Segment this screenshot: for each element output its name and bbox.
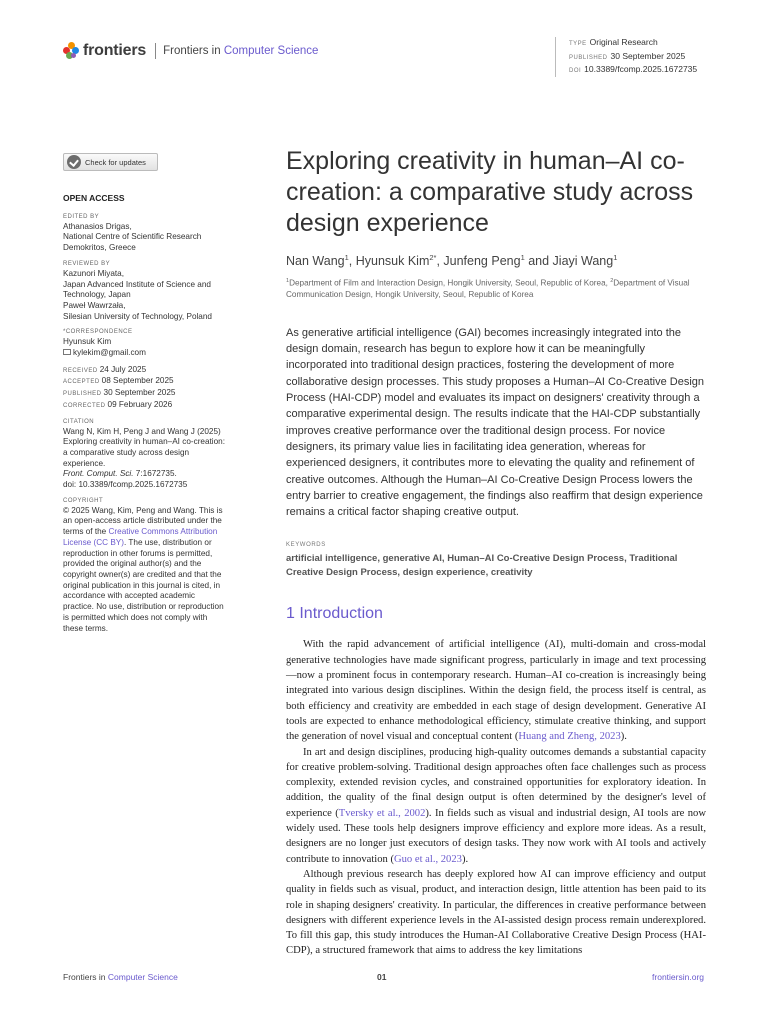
date-accepted-label: ACCEPTED xyxy=(63,379,100,386)
citation-block xyxy=(63,418,253,491)
citation-doi[interactable]: doi: 10.3389/fcomp.2025.1672735 xyxy=(63,480,188,490)
correspondence-block xyxy=(63,328,253,358)
author-name[interactable]: Jiayi Wang xyxy=(552,254,614,269)
body-text xyxy=(286,637,706,958)
check-for-updates-button[interactable] xyxy=(63,153,158,171)
footer-journal[interactable] xyxy=(63,972,178,982)
meta-type-label: TYPE xyxy=(569,41,587,47)
header-divider xyxy=(155,43,156,59)
editor-line: National Centre of Scientific Research xyxy=(63,232,202,242)
author-separator: , xyxy=(348,254,356,269)
page-number: 01 xyxy=(377,972,387,982)
date-corrected-label: CORRECTED xyxy=(63,402,106,409)
sidebar xyxy=(63,193,253,640)
date-published-label: PUBLISHED xyxy=(63,391,102,398)
copyright-line: provided the original author(s) and the xyxy=(63,559,202,569)
date-corrected-value: 09 February 2026 xyxy=(107,399,173,409)
frontiers-logo-icon xyxy=(63,42,79,60)
correspondence-email[interactable]: kylekim@gmail.com xyxy=(73,348,146,358)
author-name[interactable]: Junfeng Peng xyxy=(443,254,521,269)
author-list xyxy=(286,253,706,268)
footer-site-link[interactable]: frontiersin.org xyxy=(652,972,704,982)
date-corrected xyxy=(63,400,253,412)
reviewer-line: Japan Advanced Institute of Science and xyxy=(63,279,211,289)
citation-number: 7:1672735. xyxy=(133,469,177,479)
reviewed-by-block xyxy=(63,260,253,323)
body-paragraph xyxy=(286,745,706,867)
paragraph-text: ). xyxy=(461,853,469,865)
meta-published-value: 30 September 2025 xyxy=(610,50,686,61)
meta-type-value: Original Research xyxy=(589,37,658,47)
copyright-line: accordance with accepted academic xyxy=(63,591,195,601)
meta-doi-value[interactable]: 10.3389/fcomp.2025.1672735 xyxy=(584,64,698,74)
journal-prefix: Frontiers in xyxy=(163,45,221,57)
paragraph-text: ). In fields such as visual and industrial design, AI tools are now widely used. These tools help designers improve efficiency and explore more ideas. As a result, designers are no longer just executors of design tasks. They now work with AI tools and actively contribute to innovation ( xyxy=(286,807,706,865)
frontiers-logo[interactable] xyxy=(63,42,318,60)
author-affiliation-mark: 1 xyxy=(520,253,525,262)
author-name[interactable]: Hyunsuk Kim xyxy=(355,254,430,269)
body-paragraph xyxy=(286,637,706,744)
author-separator: , xyxy=(436,254,444,269)
citation-line: Wang N, Kim H, Peng J and Wang J (2025) xyxy=(63,426,221,436)
correspondence-name: Hyunsuk Kim xyxy=(63,337,112,347)
open-access-label: OPEN ACCESS xyxy=(63,193,125,203)
article-main xyxy=(286,146,706,959)
date-published-value: 30 September 2025 xyxy=(103,388,176,398)
author-affiliation-mark: 1 xyxy=(344,253,349,262)
copyright-line: reproduction in other forums is permitted, xyxy=(63,548,213,558)
meta-type xyxy=(569,37,697,51)
citation-link[interactable]: Guo et al., 2023 xyxy=(393,853,462,865)
section-heading: 1 Introduction xyxy=(286,605,383,623)
author-separator: and xyxy=(524,254,553,269)
author-affiliation-mark: 1 xyxy=(613,253,618,262)
copyright-line: copyright owner(s) are credited and that the xyxy=(63,569,222,579)
footer-journal-accent: Computer Science xyxy=(107,972,178,982)
license-link[interactable]: Creative Commons Attribution xyxy=(108,527,218,537)
meta-doi-label: DOI xyxy=(569,68,582,74)
paragraph-text: In art and design disciplines, producing high-quality outcomes demands a substantial capacity for creative problem-solving. Traditional design approaches often face challenges such as process complexity, extended revision cycles, and constrained opportunities for exploratory ideation. In addition, the quality of the final design output is often determined by the designer's level of experience ( xyxy=(286,746,706,819)
journal-accent: Computer Science xyxy=(223,45,319,57)
footer-journal-prefix: Frontiers in xyxy=(63,972,106,982)
date-accepted-value: 08 September 2025 xyxy=(101,376,174,386)
journal-name[interactable] xyxy=(163,45,318,57)
edited-by-label: EDITED BY xyxy=(63,213,100,220)
copyright-line: is permitted which does not comply with xyxy=(63,612,208,622)
meta-published-label: PUBLISHED xyxy=(569,54,608,61)
check-for-updates-label: Check for updates xyxy=(85,157,146,167)
copyright-line xyxy=(63,527,253,538)
citation-link[interactable]: Huang and Zheng, 2023 xyxy=(518,731,621,743)
affiliation-mark: 2 xyxy=(610,278,614,285)
citation-line: a comparative study across design xyxy=(63,447,190,457)
citation-line: Exploring creativity in human–AI co-creation: xyxy=(63,437,226,447)
affiliation-text: Department of Film and Interaction Design, Hongik University, Seoul, Republic of Korea, xyxy=(289,278,611,288)
citation-label: CITATION xyxy=(63,418,95,425)
reviewed-by-label: REVIEWED BY xyxy=(63,260,111,267)
meta-published xyxy=(569,51,697,65)
copyright-line: these terms. xyxy=(63,623,109,633)
date-received-value: 24 July 2025 xyxy=(99,364,147,374)
citation-journal: Front. Comput. Sci. xyxy=(63,469,134,479)
affiliation-text: Department of Visual Communication Design, Hongik University, Seoul, Republic of Korea xyxy=(286,278,690,299)
editor-line: Athanasios Drigas, xyxy=(63,221,132,231)
date-received-label: RECEIVED xyxy=(63,367,98,374)
reviewer-line: Technology, Japan xyxy=(63,290,131,300)
author-affiliation-mark: 2* xyxy=(429,253,437,262)
date-published xyxy=(63,388,253,400)
correspondence-label: *CORRESPONDENCE xyxy=(63,329,133,336)
correspondence-email-row[interactable] xyxy=(63,348,253,359)
mail-icon xyxy=(63,349,71,355)
copyright-line: © 2025 Wang, Kim, Peng and Wang. This is xyxy=(63,505,223,515)
license-link-cont[interactable]: License (CC BY) xyxy=(63,537,124,547)
date-received xyxy=(63,365,253,377)
citation-journal-line xyxy=(63,469,253,480)
article-meta xyxy=(555,37,697,77)
editor-line: Demokritos, Greece xyxy=(63,243,136,253)
author-name[interactable]: Nan Wang xyxy=(286,254,345,269)
brand-name: frontiers xyxy=(83,42,147,59)
copyright-line: original publication in this journal is cited, in xyxy=(63,580,221,590)
affiliation-mark: 1 xyxy=(286,278,290,285)
citation-link[interactable]: Tversky et al., 2002 xyxy=(338,807,426,819)
paragraph-text: Although previous research has deeply explored how AI can improve efficiency and output quality in fields such as visual, product, and interaction design, little attention has been paid to its role in shaping designers' creativity. In particular, the differences in creative performance between designers with different experience levels in the AI-assisted design process remain underexplored. To fill this gap, this study introduces the Human-AI Collaborative Creative Design Process (HAI-CDP), a structured framework that aims to address the key limitations xyxy=(286,868,706,957)
checkmark-icon xyxy=(67,155,81,169)
copyright-pre-link: terms of the xyxy=(63,527,109,537)
reviewer-line: Paweł Wawrzała, xyxy=(63,300,126,310)
body-paragraph xyxy=(286,867,706,959)
keywords-label: KEYWORDS xyxy=(286,542,326,549)
reviewer-line: Silesian University of Technology, Poland xyxy=(63,311,212,321)
copyright-line: an open-access article distributed under the xyxy=(63,516,222,526)
article-title: Exploring creativity in human–AI co-creation: a comparative study across design experience xyxy=(286,147,694,237)
meta-doi[interactable] xyxy=(569,64,697,78)
dates-block xyxy=(63,365,253,412)
copyright-block xyxy=(63,497,253,634)
edited-by-block xyxy=(63,213,253,254)
citation-line: experience. xyxy=(63,458,106,468)
reviewer-line: Kazunori Miyata, xyxy=(63,268,124,278)
copyright-label: COPYRIGHT xyxy=(63,497,104,504)
copyright-post-link: . The use, distribution or xyxy=(123,537,212,547)
copyright-line xyxy=(63,538,253,549)
paragraph-text: With the rapid advancement of artificial intelligence (AI), multi-domain and cross-modal generative technologies have made significant progress, particularly in image and text processing—now a prominent focus in contemporary research. Human–AI co-creation is increasingly being integrated into various design disciplines. Within the design field, the process itself is central, as both efficiency and creativity are embedded in each stage of design development. Generative AI tools are expected to enhance methodological efficiency, stimulate creative thinking, and support the generation of novel visual and conceptual content ( xyxy=(286,639,706,743)
affiliations xyxy=(286,276,706,300)
copyright-line: practice. No use, distribution or reproduction xyxy=(63,602,224,612)
paragraph-text: ). xyxy=(620,731,627,743)
keywords: artificial intelligence, generative AI, Human–AI Co-Creative Design Process, Traditional Creative Design Process, design experience, creativity xyxy=(286,553,678,579)
date-accepted xyxy=(63,376,253,388)
abstract: As generative artificial intelligence (GAI) becomes increasingly integrated into the design domain, research has begun to explore how it can be meaningfully incorporated into traditional design practices, fostering the development of more collaborative design processes. This study proposes a Human–AI Co-Creative Design Process (HAI-CDP) model and evaluates its impact on designers' creativity through a comparative experimental design. The results indicate that the HAI-CDP substantially improves creative performance over the traditional design process. For novice designers, its primary value lies in facilitating idea generation, whereas for experienced designers, it contributes more to elevating the quality and refinement of creative outcomes. Although the Human–AI Co-Creative Design Process lowers the entry barrier to creative engagement, the findings also reaffirm that design experience remains a critical factor shaping creative output. xyxy=(286,326,705,519)
